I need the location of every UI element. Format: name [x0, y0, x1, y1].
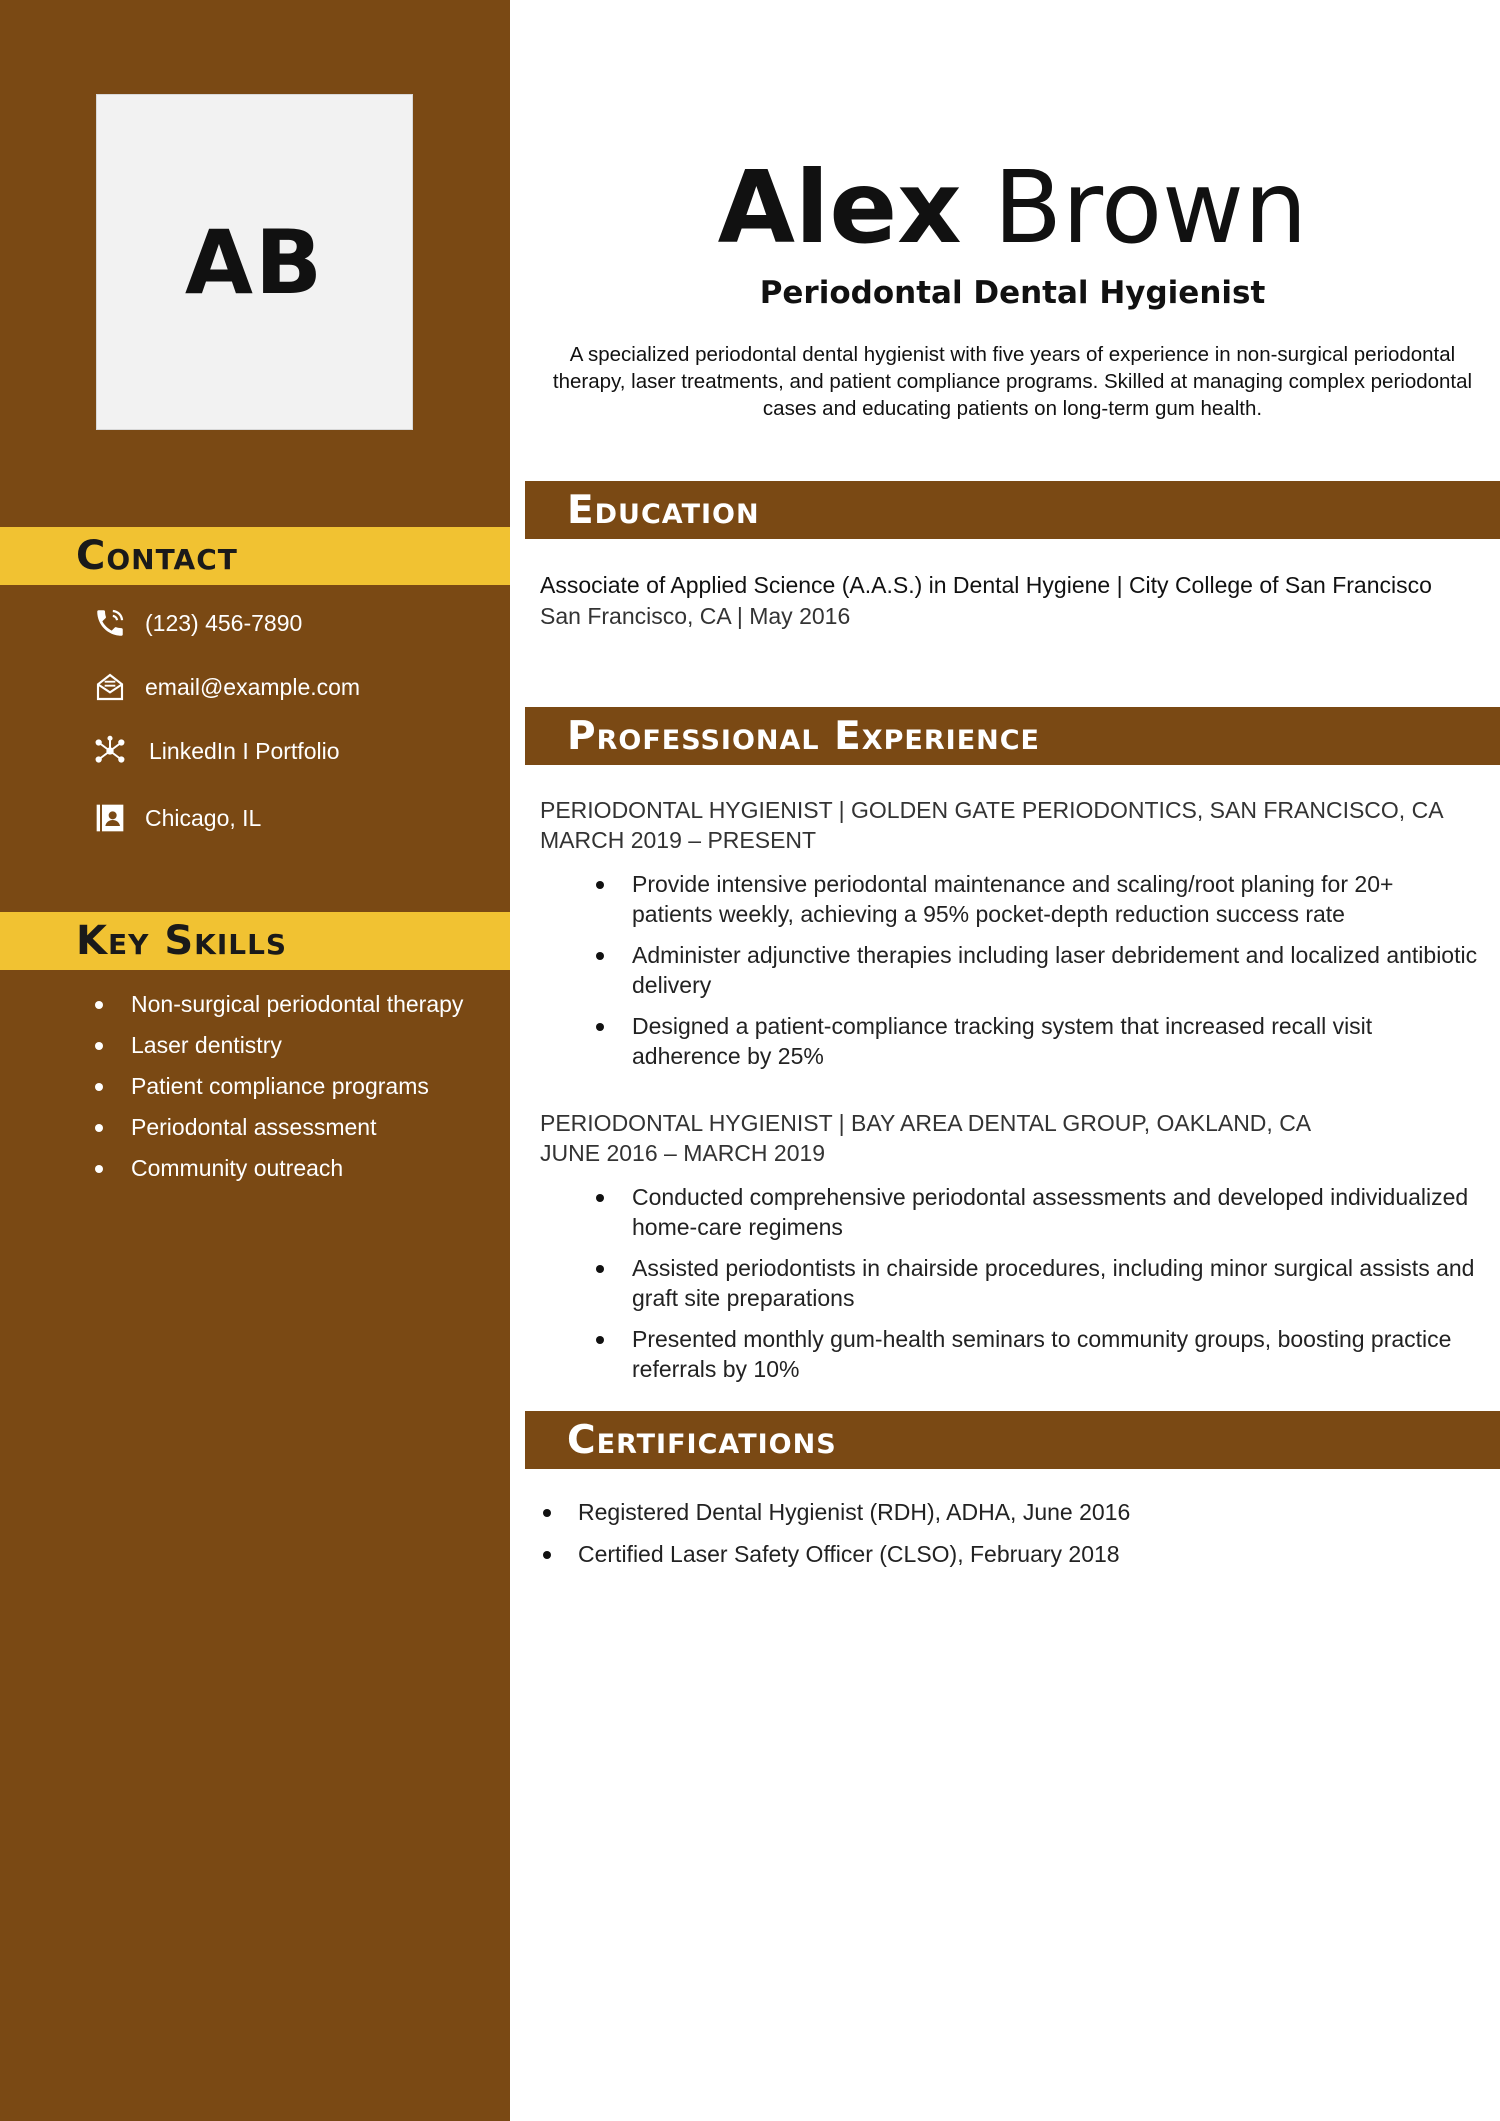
job-bullet: Provide intensive periodontal maintenance and scaling/root planing for 20+ patients weekly, achieving a 95% pocket-depth reduction success rate [540, 869, 1480, 929]
last-name: Brown [993, 149, 1308, 266]
education-entry [540, 570, 1460, 632]
first-name: Alex [717, 149, 962, 266]
monogram-initials: AB [184, 210, 325, 314]
email-icon [90, 667, 130, 707]
experience-heading-bar [525, 707, 1500, 765]
contact-phone[interactable] [90, 603, 302, 643]
job-role: PERIODONTAL HYGIENIST | BAY AREA DENTAL GROUP, OAKLAND, CA [540, 1110, 1312, 1136]
address-book-icon [90, 798, 130, 838]
job-dates: MARCH 2019 – PRESENT [540, 827, 817, 853]
job-bullet: Conducted comprehensive periodontal assessments and developed individualized home-care regimens [540, 1182, 1480, 1242]
monogram-box [96, 94, 413, 430]
contact-heading: Contact [76, 533, 238, 579]
skills-heading-bar [0, 912, 510, 970]
skills-heading: Key Skills [76, 918, 288, 964]
skill-item: Non-surgical periodontal therapy [88, 990, 488, 1019]
job-bullets [540, 1182, 1480, 1384]
contact-links[interactable] [90, 731, 340, 771]
education-meta: San Francisco, CA | May 2016 [540, 603, 851, 629]
skill-item: Community outreach [88, 1154, 488, 1183]
contact-email[interactable] [90, 667, 360, 707]
phone-icon [90, 603, 130, 643]
contact-email-text: email@example.com [145, 673, 361, 700]
certification-item: Certified Laser Safety Officer (CLSO), February 2018 [540, 1539, 1460, 1569]
skill-item: Patient compliance programs [88, 1072, 488, 1101]
certifications-heading: Certifications [567, 1418, 837, 1463]
skill-item: Periodontal assessment [88, 1113, 488, 1142]
network-icon [90, 731, 130, 771]
full-name [525, 148, 1500, 268]
job-dates: JUNE 2016 – MARCH 2019 [540, 1140, 826, 1166]
education-degree: Associate of Applied Science (A.A.S.) in Dental Hygiene | City College of San Francisco [540, 572, 1432, 598]
contact-location[interactable] [90, 798, 261, 838]
contact-phone-text: (123) 456-7890 [145, 609, 303, 636]
sidebar [0, 0, 510, 2121]
certifications-list [540, 1497, 1460, 1581]
certifications-heading-bar [525, 1411, 1500, 1469]
contact-location-text: Chicago, IL [145, 804, 262, 831]
job-title: Periodontal Dental Hygienist [759, 275, 1266, 311]
job-bullet: Designed a patient-compliance tracking system that increased recall visit adherence by 25% [540, 1011, 1480, 1071]
contact-heading-bar [0, 527, 510, 585]
certification-item: Registered Dental Hygienist (RDH), ADHA, June 2016 [540, 1497, 1460, 1527]
job-bullet: Presented monthly gum-health seminars to community groups, boosting practice referrals by 10% [540, 1324, 1480, 1384]
skill-item: Laser dentistry [88, 1031, 488, 1060]
job-role: PERIODONTAL HYGIENIST | GOLDEN GATE PERIODONTICS, SAN FRANCISCO, CA [540, 797, 1444, 823]
job-bullet: Assisted periodontists in chairside procedures, including minor surgical assists and graft site preparations [540, 1253, 1480, 1313]
job-bullets [540, 869, 1480, 1071]
job-entry [540, 1108, 1480, 1395]
job-bullet: Administer adjunctive therapies including laser debridement and localized antibiotic delivery [540, 940, 1480, 1000]
experience-heading: Professional Experience [567, 714, 1040, 759]
contact-links-text[interactable]: LinkedIn I Portfolio [149, 737, 340, 764]
skills-list [88, 990, 488, 1195]
summary: A specialized periodontal dental hygienist with five years of experience in non-surgical periodontal therapy, laser treatments, and patient compliance programs. Skilled at managing complex periodontal cases and educating patients on long-term gum health. [552, 343, 1473, 420]
education-heading: Education [567, 488, 760, 533]
education-heading-bar [525, 481, 1500, 539]
job-entry [540, 795, 1480, 1082]
